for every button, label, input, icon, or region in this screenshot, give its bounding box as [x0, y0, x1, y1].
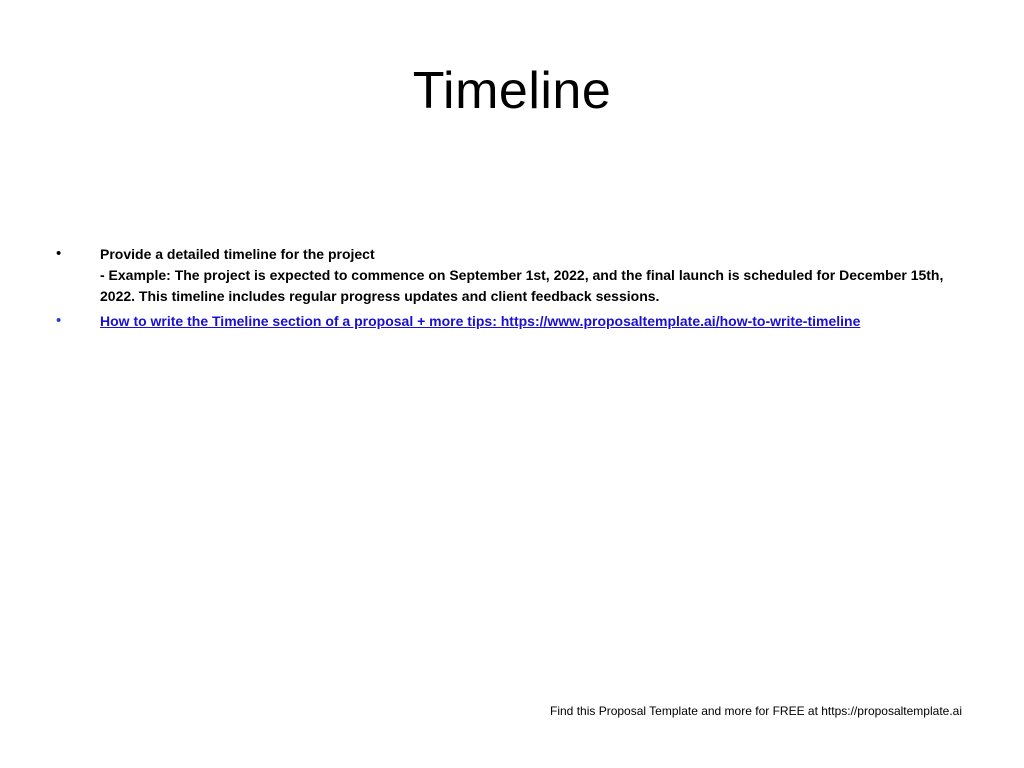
- bullet-example: - Example: The project is expected to commence on September 1st, 2022, and the final launch is scheduled for December 15th, 2022. This timeline includes regular progress updates and client feedback sessions.: [100, 267, 944, 304]
- bullet-marker: •: [56, 245, 62, 262]
- bullet-marker: •: [56, 312, 62, 329]
- bullet-item-link: [56, 311, 976, 332]
- bullet-text: [100, 244, 976, 307]
- slide-title: Timeline: [412, 62, 612, 120]
- how-to-write-timeline-link[interactable]: How to write the Timeline section of a proposal + more tips: https://www.proposaltemplate.ai/how-to-write-timeline: [100, 313, 861, 329]
- bullet-text: [100, 311, 860, 332]
- slide-content: [56, 244, 976, 336]
- bullet-item-timeline: [56, 244, 976, 307]
- footer-text: Find this Proposal Template and more for FREE at https://proposaltemplate.ai: [550, 704, 962, 718]
- bullet-heading: Provide a detailed timeline for the project: [100, 246, 375, 262]
